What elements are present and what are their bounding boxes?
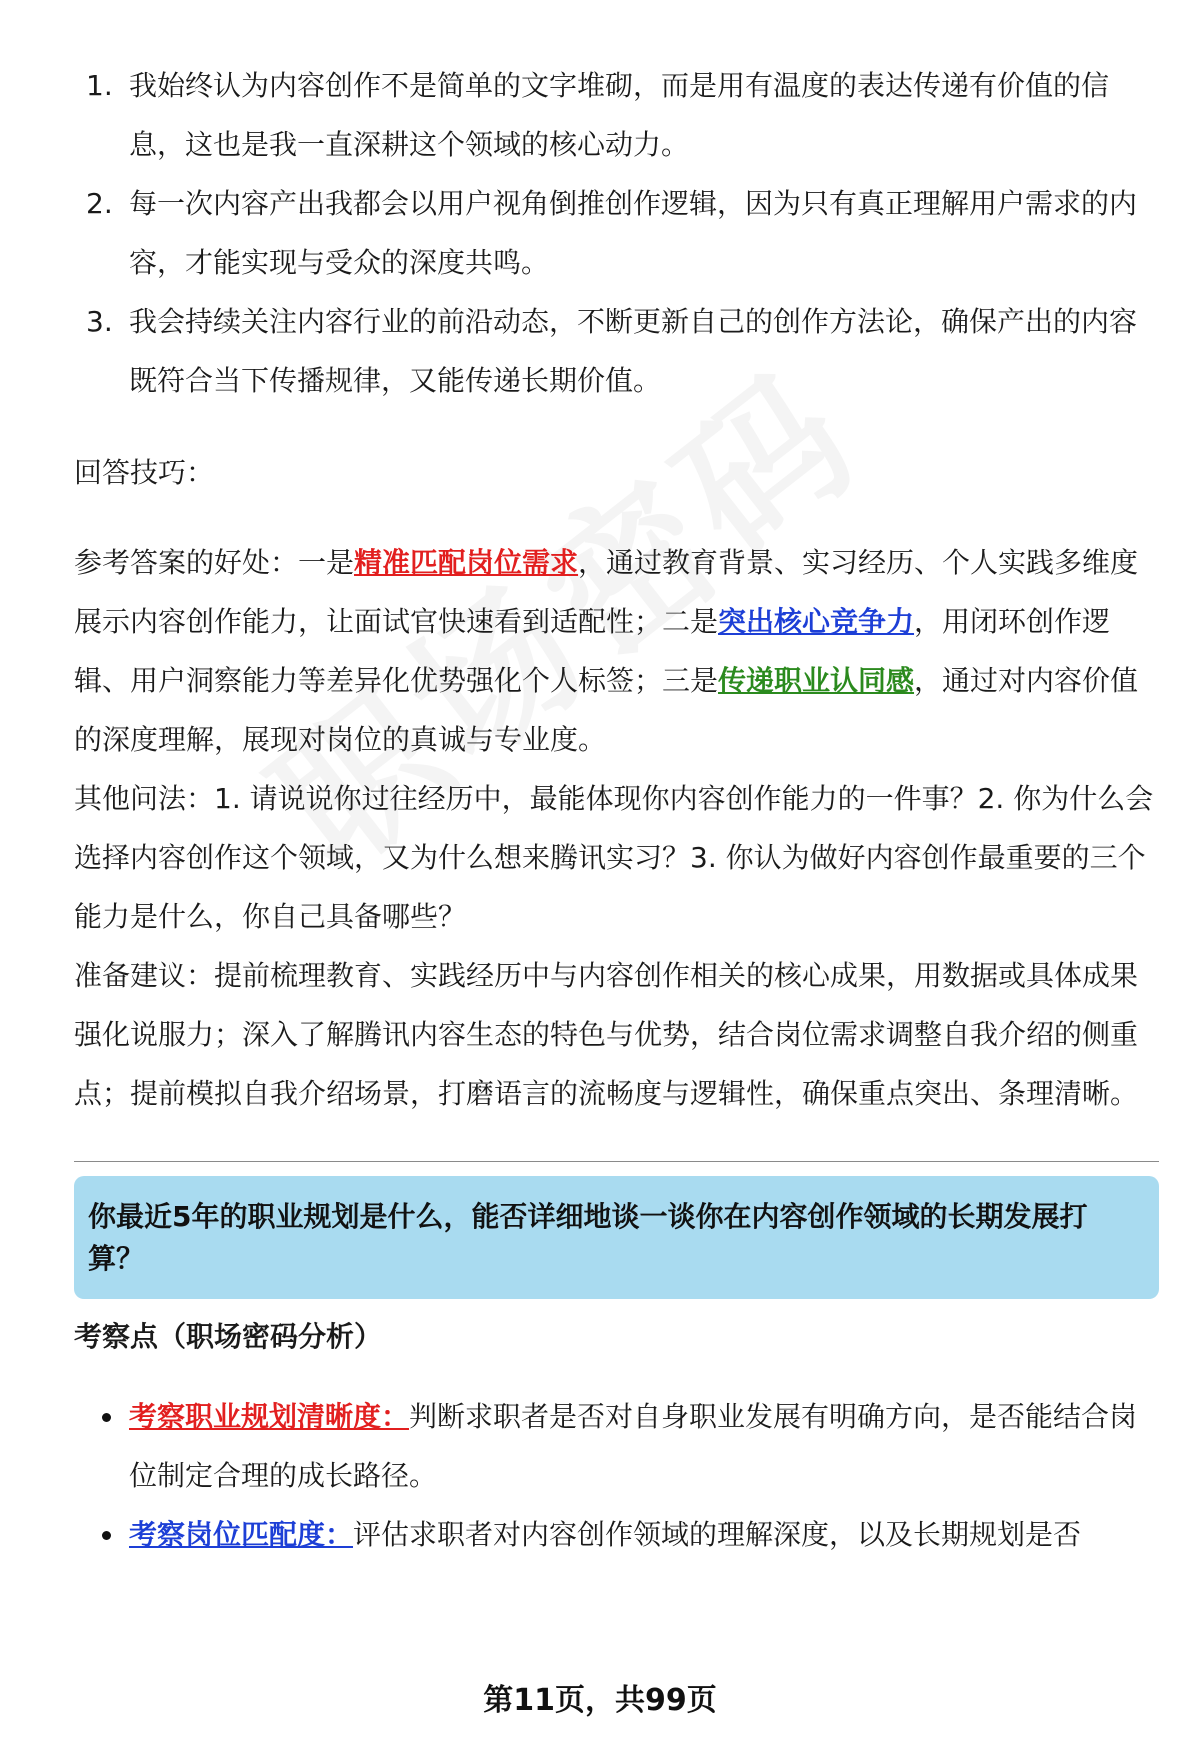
page-number: 第11页，共99页: [483, 1683, 717, 1718]
bullet-icon: [102, 1531, 111, 1540]
list-item: [74, 174, 1159, 292]
page-content: [74, 56, 1159, 1564]
answer-list: [74, 56, 1159, 410]
highlight-blue: 突出核心竞争力: [718, 605, 915, 638]
other-questions: 其他问法：1. 请说说你过往经历中，最能体现你内容创作能力的一件事？2. 你为什么会选择内容创作这个领域，又为什么想来腾讯实习？3. 你认为做好内容创作最重要的三个能力是什么，你自己具备哪些？: [74, 782, 1154, 933]
assessment-points: [74, 1387, 1159, 1564]
point-label: 考察岗位匹配度：: [129, 1518, 354, 1551]
list-text: 每一次内容产出我都会以用户视角倒推创作逻辑，因为只有真正理解用户需求的内容，才能实现与受众的深度共鸣。: [129, 187, 1138, 279]
bullet-icon: [102, 1413, 111, 1422]
list-number: 3.: [86, 305, 113, 338]
question-box: 你最近5年的职业规划是什么，能否详细地谈一谈你在内容创作领域的长期发展打算？: [74, 1176, 1159, 1299]
benefits-text: ，通过教育背景、实习经历、个人实践多维度展示内容创作能力，让面试官快速看到适配性；二是: [74, 546, 1139, 638]
list-item: [74, 1387, 1159, 1505]
point-text: 判断求职者是否对自身职业发展有明确方向，是否能结合岗位制定合理的成长路径。: [129, 1400, 1138, 1492]
point-label: 考察职业规划清晰度：: [129, 1400, 410, 1433]
benefits-text: ，用闭环创作逻辑、用户洞察能力等差异化优势强化个人标签；三是: [74, 605, 1111, 697]
highlight-red: 精准匹配岗位需求: [354, 546, 579, 579]
list-item: [74, 1505, 1159, 1564]
benefits-paragraph: [74, 533, 1159, 769]
list-text: 我会持续关注内容行业的前沿动态，不断更新自己的创作方法论，确保产出的内容既符合当下传播规律，又能传递长期价值。: [129, 305, 1138, 397]
list-item: [74, 56, 1159, 174]
section-title: 考察点（职场密码分析）: [74, 1320, 383, 1353]
preparation-advice: 准备建议：提前梳理教育、实践经历中与内容创作相关的核心成果，用数据或具体成果强化说服力；深入了解腾讯内容生态的特色与优势，结合岗位需求调整自我介绍的侧重点；提前模拟自我介绍场景，打磨语言的流畅度与逻辑性，确保重点突出、条理清晰。: [74, 959, 1139, 1110]
benefits-text: ，通过对内容价值的深度理解，展现对岗位的真诚与专业度。: [74, 664, 1139, 756]
highlight-green: 传递职业认同感: [718, 664, 915, 697]
list-text: 我始终认为内容创作不是简单的文字堆砌，而是用有温度的表达传递有价值的信息，这也是我一直深耕这个领域的核心动力。: [129, 69, 1110, 161]
list-item: [74, 292, 1159, 410]
benefits-text: 参考答案的好处：一是: [74, 546, 355, 579]
point-text: 评估求职者对内容创作领域的理解深度，以及长期规划是否: [353, 1518, 1082, 1551]
list-number: 2.: [86, 187, 113, 220]
list-number: 1.: [86, 69, 113, 102]
divider: [74, 1161, 1159, 1162]
tips-label: 回答技巧：: [74, 456, 215, 489]
